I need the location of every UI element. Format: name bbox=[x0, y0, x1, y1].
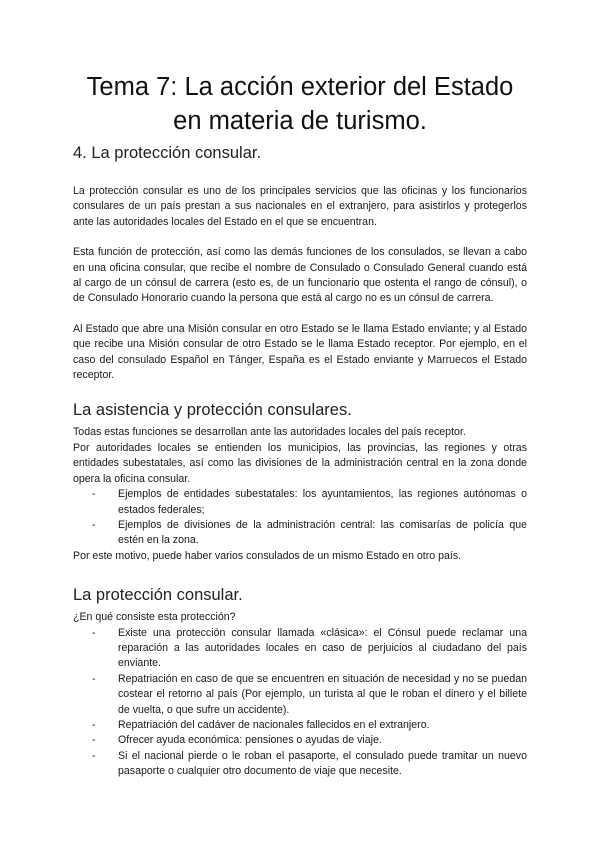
list-item: - Repatriación en caso de que se encuentren en situación de necesidad y no se puedan costear el retorno al país (Por ejemplo, un turista al que le roban el dinero y el billete de vuelta, o que sufre un accidente). bbox=[118, 672, 527, 718]
paragraph: ¿En qué consiste esta protección? bbox=[73, 611, 236, 624]
paragraph: Por este motivo, puede haber varios consulados de un mismo Estado en otro país. bbox=[73, 549, 462, 562]
dash-list bbox=[73, 487, 527, 549]
paragraph: Por autoridades locales se entienden los municipios, las provincias, las regiones y otras entidades subestatales, así como las divisiones de la administración central en la zona donde opera la oficina consular. bbox=[73, 441, 527, 485]
document-title: Tema 7: La acción exterior del Estado en materia de turismo. bbox=[86, 73, 514, 135]
list-item: - Ofrecer ayuda económica: pensiones o ayudas de viaje. bbox=[118, 733, 527, 748]
section-heading-proteccion: 4. La protección consular. bbox=[73, 144, 262, 162]
paragraph: Esta función de protección, así como las demás funciones de los consulados, se llevan a cabo en una oficina consular, que recibe el nombre de Consulado o Consulado General cuando está al cargo de un cónsul de carrera (esto es, de un funcionario que ostenta el rango de cónsul), o de Consulado Honorario cuando la persona que está al cargo no es un cónsul de carrera. bbox=[73, 246, 527, 305]
list-item: - Ejemplos de entidades subestatales: los ayuntamientos, las regiones autónomas o estados federales; bbox=[118, 487, 527, 518]
dash-list bbox=[73, 626, 527, 780]
section-heading-proteccion-consular: La protección consular. bbox=[73, 586, 243, 605]
list-item: - Existe una protección consular llamada «clásica»: el Cónsul puede reclamar una reparación a las autoridades locales en caso de perjuicios al ciudadano del país enviante. bbox=[118, 626, 527, 672]
paragraph: La protección consular es uno de los principales servicios que las oficinas y los funcionarios consulares de un país prestan a sus nacionales en el extranjero, para asistirlos y protegerlos ante las autoridades locales del Estado en el que se encuentran. bbox=[73, 185, 527, 228]
paragraph: Al Estado que abre una Misión consular en otro Estado se le llama Estado enviante; y al Estado que recibe una Misión consular de otro Estado se le llama Estado receptor. Por ejemplo, en el caso del consulado Español en Tánger, España es el Estado enviante y Marruecos el Estado receptor. bbox=[73, 322, 527, 382]
paragraph: Todas estas funciones se desarrollan ante las autoridades locales del país receptor. bbox=[73, 426, 466, 439]
list-item: - Repatriación del cadáver de nacionales fallecidos en el extranjero. bbox=[118, 718, 527, 733]
list-item: - Si el nacional pierde o le roban el pasaporte, el consulado puede tramitar un nuevo pasaporte o cualquier otro documento de viaje que necesite. bbox=[118, 749, 527, 780]
list-item: - Ejemplos de divisiones de la administración central: las comisarías de policía que estén en la zona. bbox=[118, 518, 527, 549]
section-heading-asistencia: La asistencia y protección consulares. bbox=[73, 401, 352, 420]
